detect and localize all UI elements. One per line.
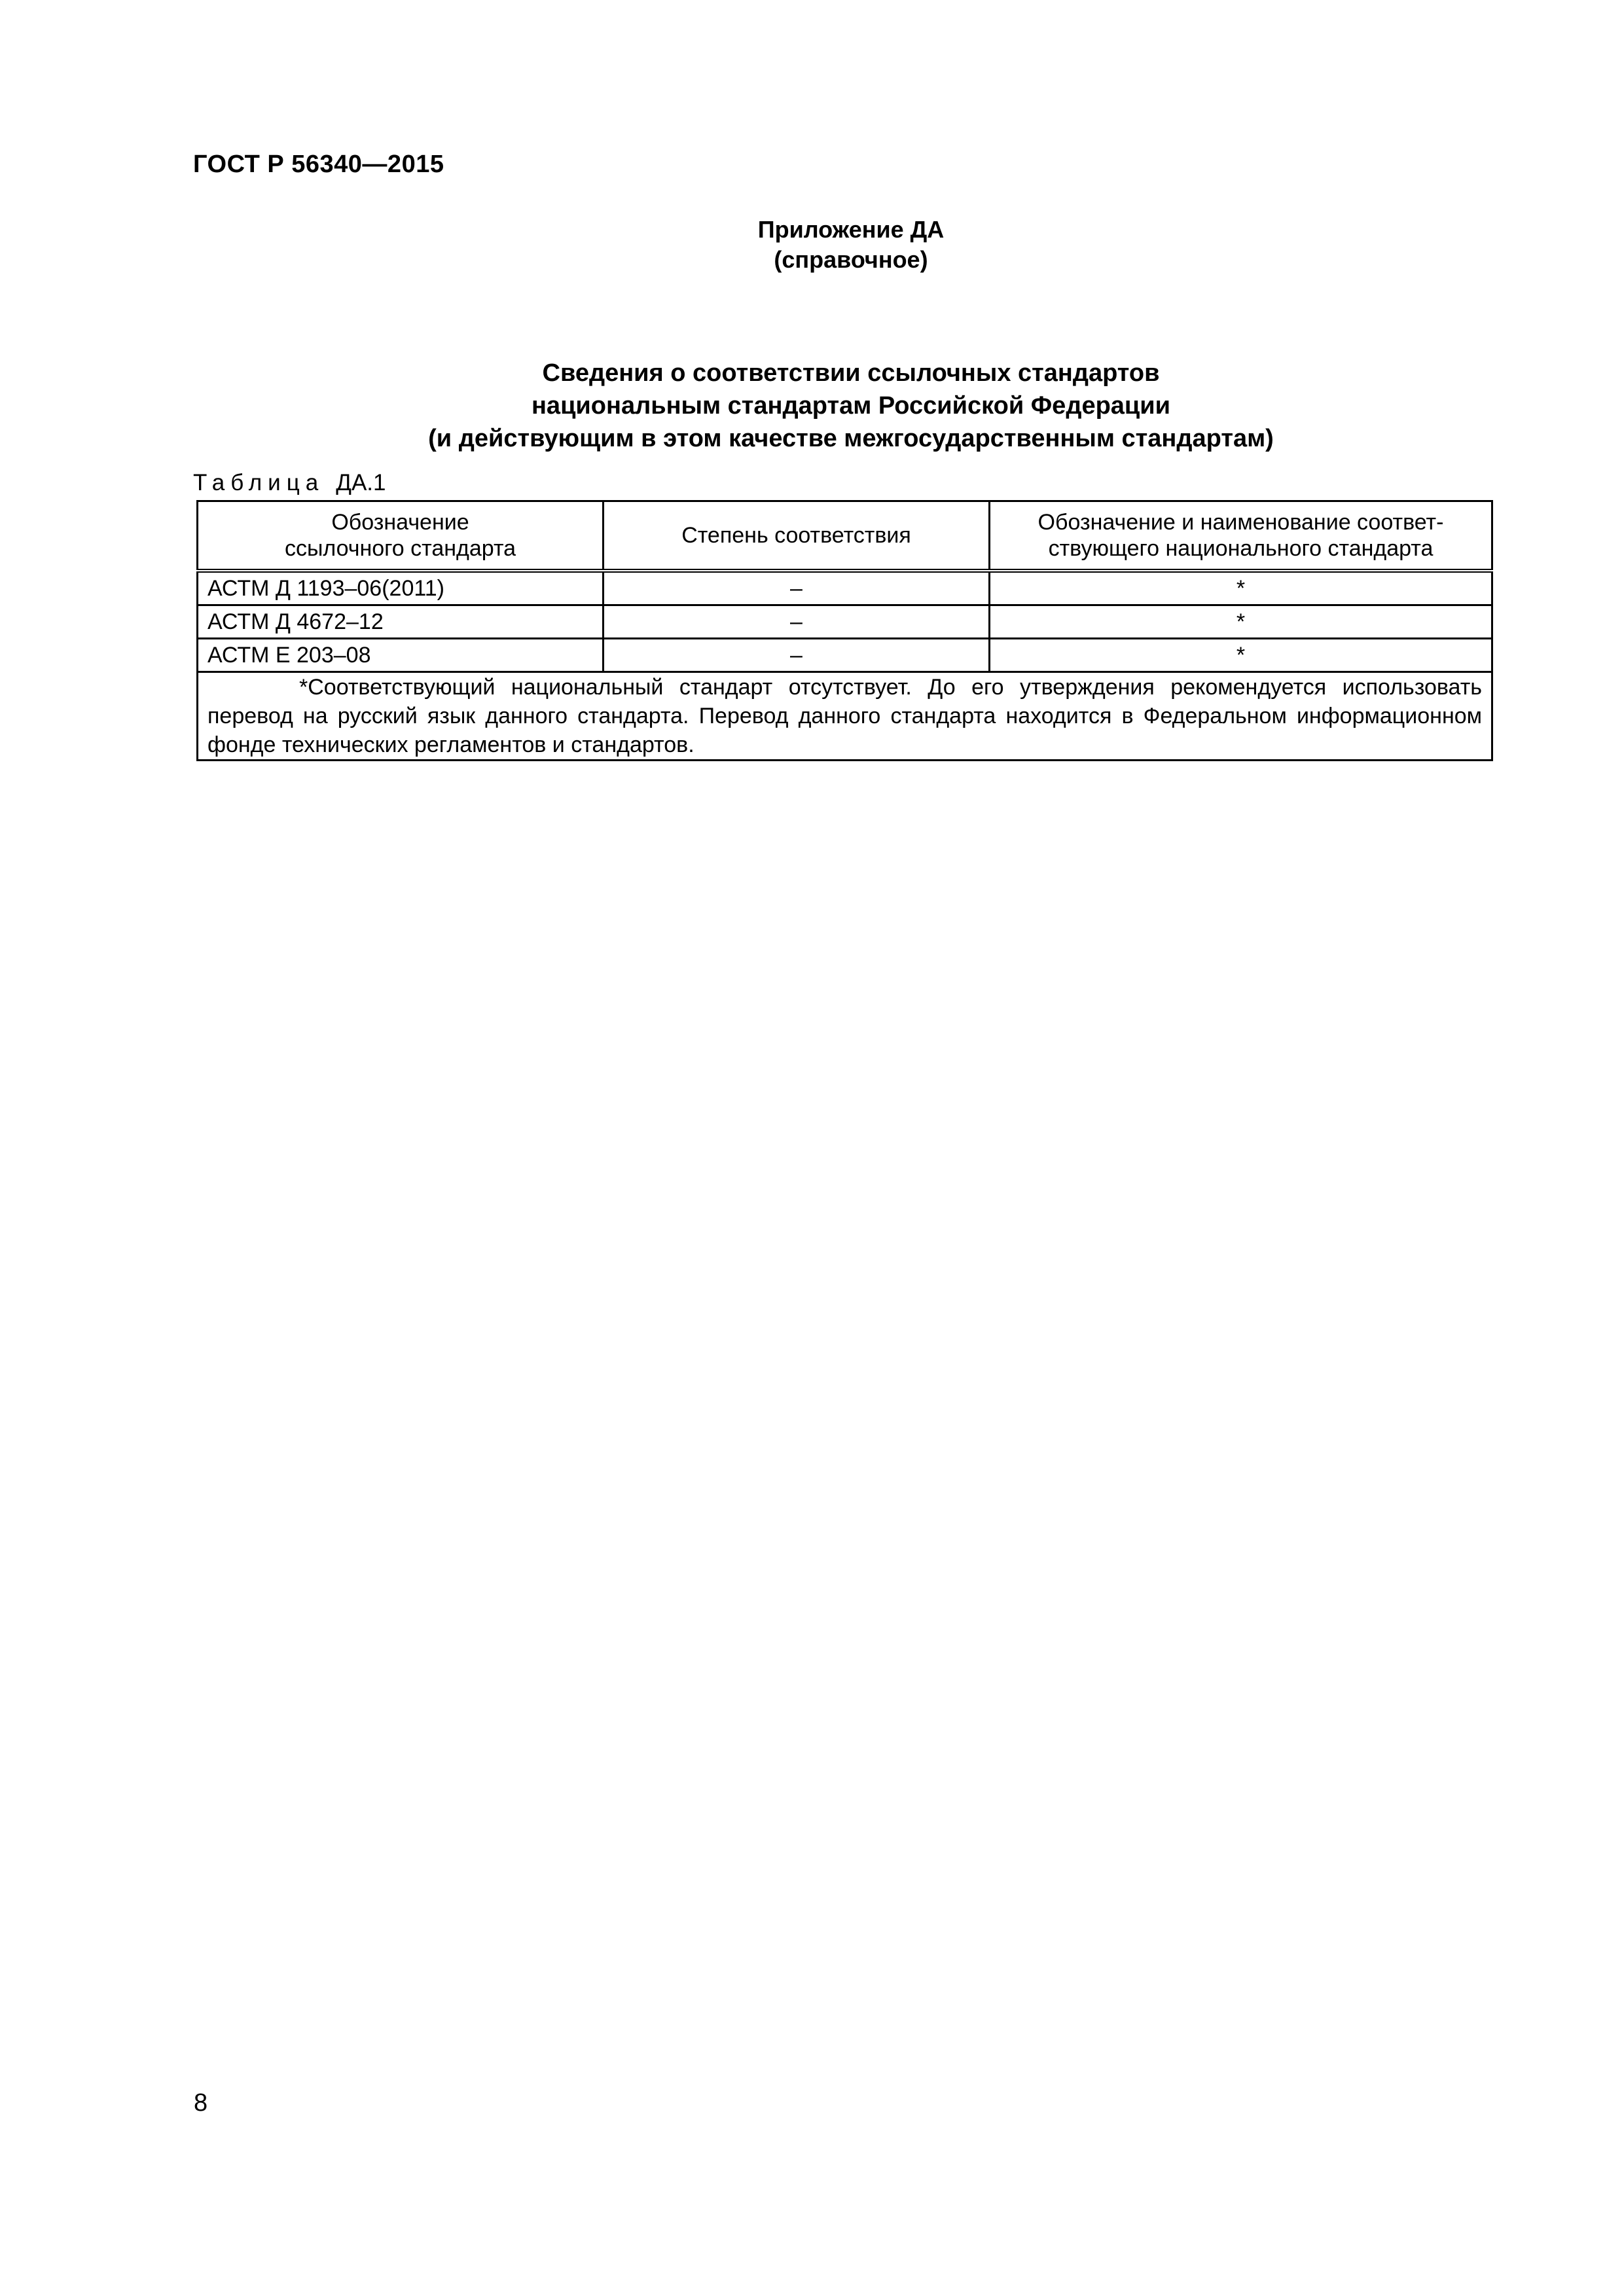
cell-national-standard: * [990,571,1492,605]
cell-degree: – [604,571,990,605]
cell-reference-standard: АСТМ Е 203–08 [198,639,604,672]
annex-block [196,215,1506,275]
column-header-reference-standard: Обозначение ссылочного стандарта [198,501,604,571]
heading-line-3: (и действующим в этом качестве межгосударственным стандартам) [428,425,1274,452]
table-caption-word: Таблица [193,470,325,495]
table-header-row [198,501,1492,571]
table-note: *Соответствующий национальный стандарт отсутствует. До его утверждения рекомендуется использовать перевод на русский язык данного стандарта. Перевод данного стандарта находится в Федеральном информационном фонде технических регламентов и стандартов. [208,675,1482,757]
table-caption [193,470,386,496]
column-header-national-standard: Обозначение и наименование соответствующего национального стандарта [990,501,1492,571]
column-header-degree: Степень соответствия [604,501,990,571]
cell-reference-standard: АСТМ Д 1193–06(2011) [198,571,604,605]
table-note-row [198,672,1492,761]
page-number: 8 [194,2089,208,2117]
table-row [198,605,1492,639]
cell-degree: – [604,639,990,672]
annex-kind: (справочное) [774,246,928,273]
heading-line-1: Сведения о соответствии ссылочных стандартов [542,359,1160,387]
section-heading [196,357,1506,455]
table-row [198,571,1492,605]
table-row [198,639,1492,672]
cell-reference-standard: АСТМ Д 4672–12 [198,605,604,639]
cell-national-standard: * [990,639,1492,672]
table-note-cell [198,672,1492,761]
document-code: ГОСТ Р 56340—2015 [193,151,444,178]
correspondence-table [196,500,1493,761]
cell-national-standard: * [990,605,1492,639]
table-caption-number: ДА.1 [336,470,386,495]
cell-degree: – [604,605,990,639]
heading-line-2: национальным стандартам Российской Федерации [531,392,1170,420]
annex-title: Приложение ДА [757,216,945,243]
